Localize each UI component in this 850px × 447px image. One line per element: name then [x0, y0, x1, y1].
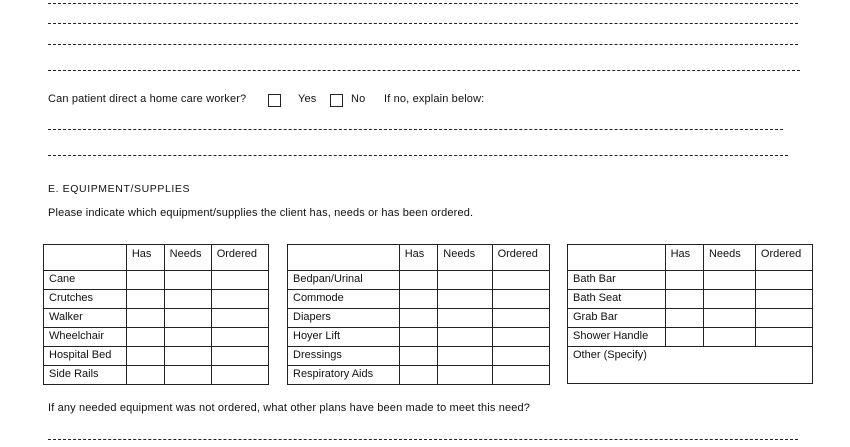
ordered-cell[interactable] [492, 347, 549, 366]
item-label: Bedpan/Urinal [288, 271, 400, 290]
ordered-cell[interactable] [755, 290, 812, 309]
explain-line-2[interactable] [48, 155, 788, 156]
item-label: Dressings [288, 347, 400, 366]
item-label: Walker [44, 309, 127, 328]
has-cell[interactable] [126, 290, 164, 309]
other-specify-field[interactable]: Other (Specify) [568, 347, 813, 384]
header-has: Has [665, 245, 703, 271]
answer-line-4[interactable] [48, 70, 800, 71]
equipment-table-2 [287, 244, 550, 385]
equipment-table-3 [567, 244, 813, 384]
ordered-cell[interactable] [492, 309, 549, 328]
has-cell[interactable] [126, 309, 164, 328]
needs-cell[interactable] [703, 309, 755, 328]
header-needs: Needs [703, 245, 755, 271]
followup-question: If any needed equipment was not ordered, what other plans have been made to meet this need? [48, 402, 531, 414]
has-cell[interactable] [665, 271, 703, 290]
needs-cell[interactable] [438, 271, 492, 290]
ordered-cell[interactable] [211, 309, 268, 328]
section-instruction: Please indicate which equipment/supplies the client has, needs or has been ordered. [48, 207, 474, 219]
item-label: Bath Bar [568, 271, 666, 290]
header-needs: Needs [438, 245, 492, 271]
needs-cell[interactable] [164, 271, 211, 290]
ordered-cell[interactable] [492, 271, 549, 290]
has-cell[interactable] [399, 309, 438, 328]
item-label: Cane [44, 271, 127, 290]
yes-checkbox[interactable] [268, 94, 281, 107]
needs-cell[interactable] [703, 328, 755, 347]
has-cell[interactable] [399, 366, 438, 385]
needs-cell[interactable] [164, 366, 211, 385]
item-label: Commode [288, 290, 400, 309]
ordered-cell[interactable] [211, 366, 268, 385]
needs-cell[interactable] [438, 347, 492, 366]
item-label: Shower Handle [568, 328, 666, 347]
header-blank [288, 245, 400, 271]
section-title: E. EQUIPMENT/SUPPLIES [48, 183, 191, 195]
answer-line-1[interactable] [48, 3, 798, 4]
item-label: Bath Seat [568, 290, 666, 309]
header-blank [44, 245, 127, 271]
ordered-cell[interactable] [492, 290, 549, 309]
needs-cell[interactable] [164, 347, 211, 366]
answer-line-2[interactable] [48, 23, 798, 24]
header-ordered: Ordered [755, 245, 812, 271]
header-blank [568, 245, 666, 271]
has-cell[interactable] [126, 347, 164, 366]
header-ordered: Ordered [211, 245, 268, 271]
explain-line-1[interactable] [48, 129, 783, 130]
no-label: No [351, 93, 366, 105]
header-needs: Needs [164, 245, 211, 271]
header-ordered: Ordered [492, 245, 549, 271]
ordered-cell[interactable] [211, 271, 268, 290]
needs-cell[interactable] [438, 366, 492, 385]
header-has: Has [399, 245, 438, 271]
ordered-cell[interactable] [211, 328, 268, 347]
item-label: Hospital Bed [44, 347, 127, 366]
has-cell[interactable] [399, 347, 438, 366]
ordered-cell[interactable] [755, 309, 812, 328]
item-label: Hoyer Lift [288, 328, 400, 347]
has-cell[interactable] [665, 309, 703, 328]
item-label: Wheelchair [44, 328, 127, 347]
item-label: Side Rails [44, 366, 127, 385]
yes-label: Yes [298, 93, 317, 105]
needs-cell[interactable] [438, 290, 492, 309]
has-cell[interactable] [399, 290, 438, 309]
has-cell[interactable] [126, 366, 164, 385]
needs-cell[interactable] [164, 328, 211, 347]
item-label: Respiratory Aids [288, 366, 400, 385]
needs-cell[interactable] [438, 328, 492, 347]
needs-cell[interactable] [164, 290, 211, 309]
equipment-table-1 [43, 244, 269, 385]
has-cell[interactable] [126, 271, 164, 290]
question-label: Can patient direct a home care worker? [48, 93, 247, 105]
item-label: Diapers [288, 309, 400, 328]
ordered-cell[interactable] [492, 328, 549, 347]
answer-line-3[interactable] [48, 44, 798, 45]
needs-cell[interactable] [164, 309, 211, 328]
ordered-cell[interactable] [755, 271, 812, 290]
item-label: Crutches [44, 290, 127, 309]
has-cell[interactable] [126, 328, 164, 347]
has-cell[interactable] [665, 328, 703, 347]
has-cell[interactable] [399, 271, 438, 290]
ordered-cell[interactable] [492, 366, 549, 385]
has-cell[interactable] [665, 290, 703, 309]
needs-cell[interactable] [703, 290, 755, 309]
needs-cell[interactable] [703, 271, 755, 290]
explain-label: If no, explain below: [384, 93, 485, 105]
ordered-cell[interactable] [755, 328, 812, 347]
item-label: Grab Bar [568, 309, 666, 328]
needs-cell[interactable] [438, 309, 492, 328]
no-checkbox[interactable] [330, 94, 343, 107]
followup-line[interactable] [48, 439, 798, 440]
has-cell[interactable] [399, 328, 438, 347]
ordered-cell[interactable] [211, 347, 268, 366]
ordered-cell[interactable] [211, 290, 268, 309]
header-has: Has [126, 245, 164, 271]
